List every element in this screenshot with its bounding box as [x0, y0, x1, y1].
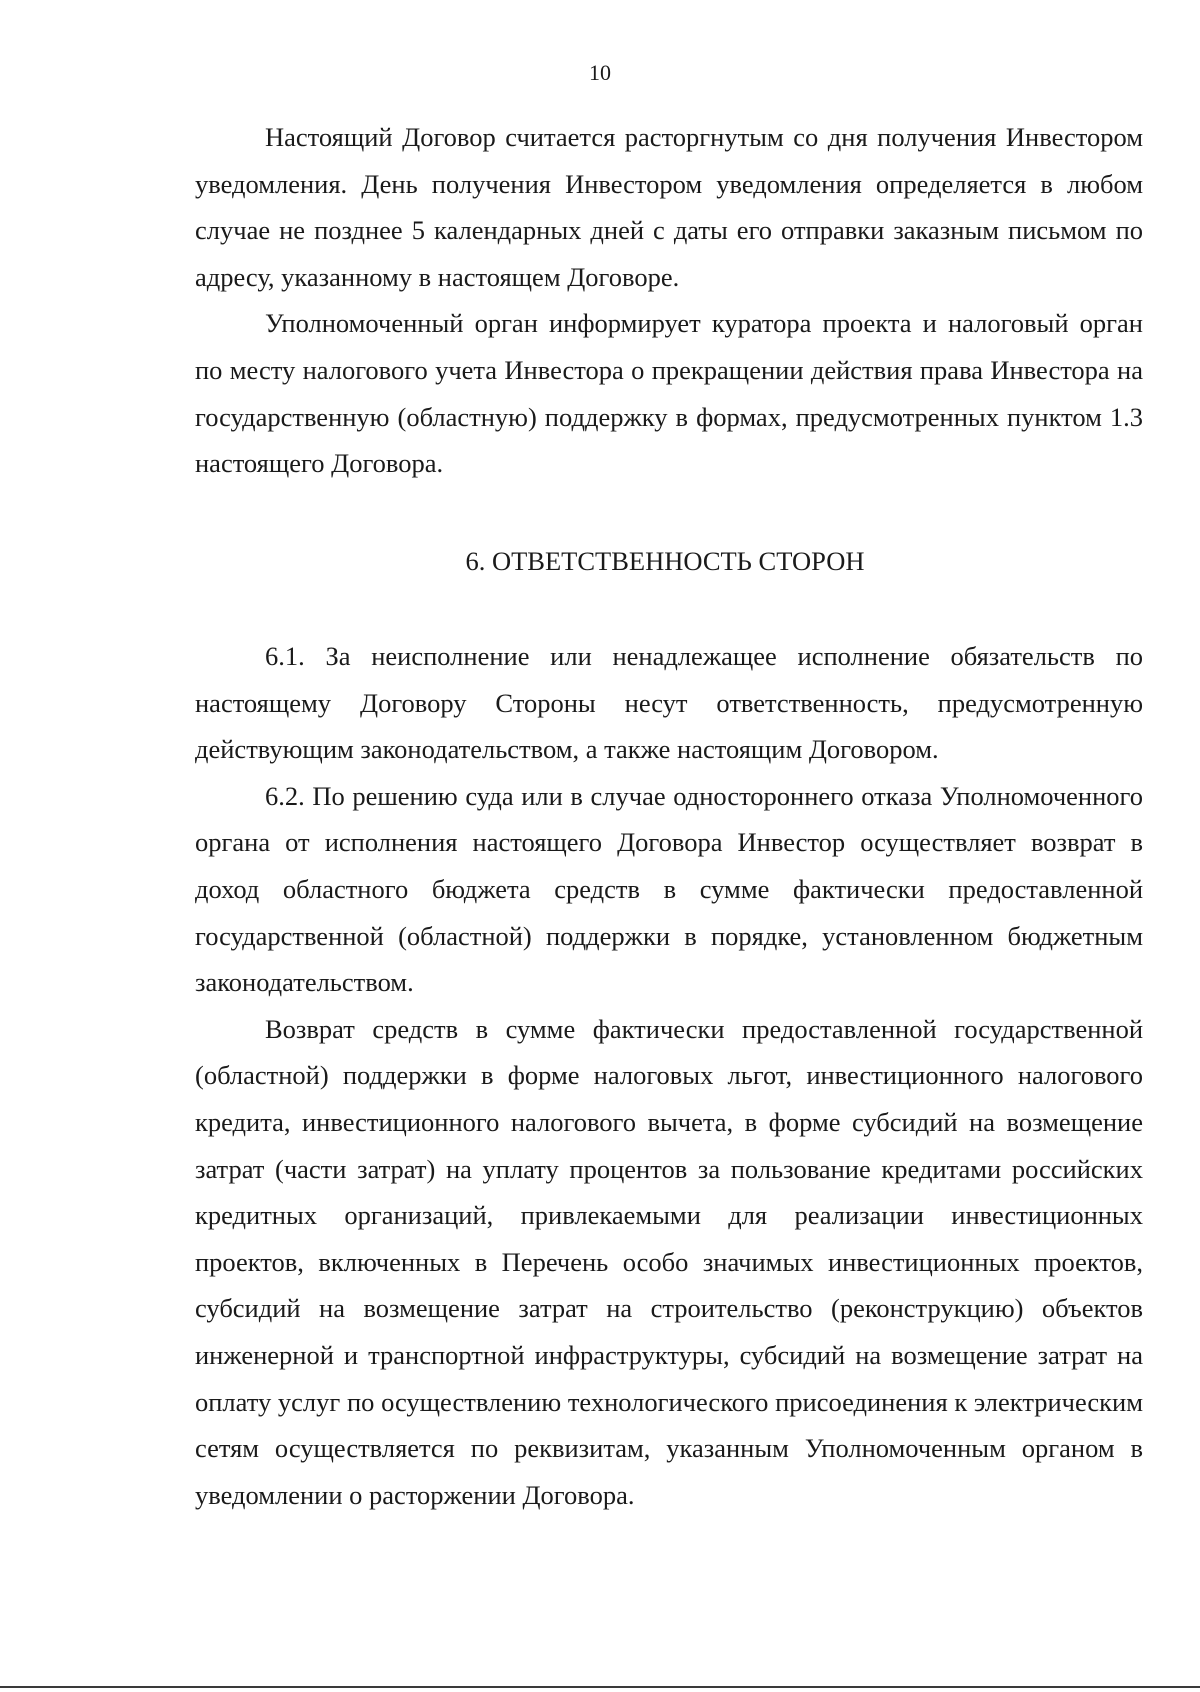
- document-body-top: [195, 114, 1143, 487]
- paragraph-authority-notice: Уполномоченный орган информирует куратора проекта и налоговый орган по месту налогового учета Инвестора о прекращении действия права Инвестора на государственную (областную) поддержку в формах, предусмотренных пунктом 1.3 настоящего Договора.: [195, 308, 1143, 479]
- page-bottom-rule: [0, 1686, 1200, 1688]
- paragraph-refund-details: Возврат средств в сумме фактически предоставленной государственной (областной) поддержки в форме налоговых льгот, инвестиционного налогового кредита, инвестиционного налогового вычета, в форме субсидий на возмещение затрат (части затрат) на уплату процентов за пользование кредитами российских кредитных организаций, привлекаемыми для реализации инвестиционных проектов, включенных в Перечень особо значимых инвестиционных проектов, субсидий на возмещение затрат на строительство (реконструкцию) объектов инженерной и транспортной инфраструктуры, субсидий на возмещение затрат на оплату услуг по осуществлению технологического присоединения к электрическим сетям осуществляется по реквизитам, указанным Уполномоченным органом в уведомлении о расторжении Договора.: [195, 1013, 1143, 1510]
- paragraph-6-2: 6.2. По решению суда или в случае одностороннего отказа Уполномоченного органа от исполнения настоящего Договора Инвестор осуществляет возврат в доход областного бюджета средств в сумме фактически предоставленной государственной (областной) поддержки в порядке, установленном бюджетным законодательством.: [195, 780, 1143, 998]
- paragraph-6-1: 6.1. За неисполнение или ненадлежащее исполнение обязательств по настоящему Договору Стороны несут ответственность, предусмотренную действующим законодательством, а также настоящим Договором.: [195, 641, 1143, 765]
- paragraph-termination-date: Настоящий Договор считается расторгнутым со дня получения Инвестором уведомления. День получения Инвестором уведомления определяется в любом случае не позднее 5 календарных дней с даты его отправки заказным письмом по адресу, указанному в настоящем Договоре.: [195, 122, 1143, 292]
- page-number: 10: [589, 60, 611, 85]
- document-body-bottom: [195, 633, 1143, 1518]
- section-title: 6. ОТВЕТСТВЕННОСТЬ СТОРОН: [465, 546, 865, 576]
